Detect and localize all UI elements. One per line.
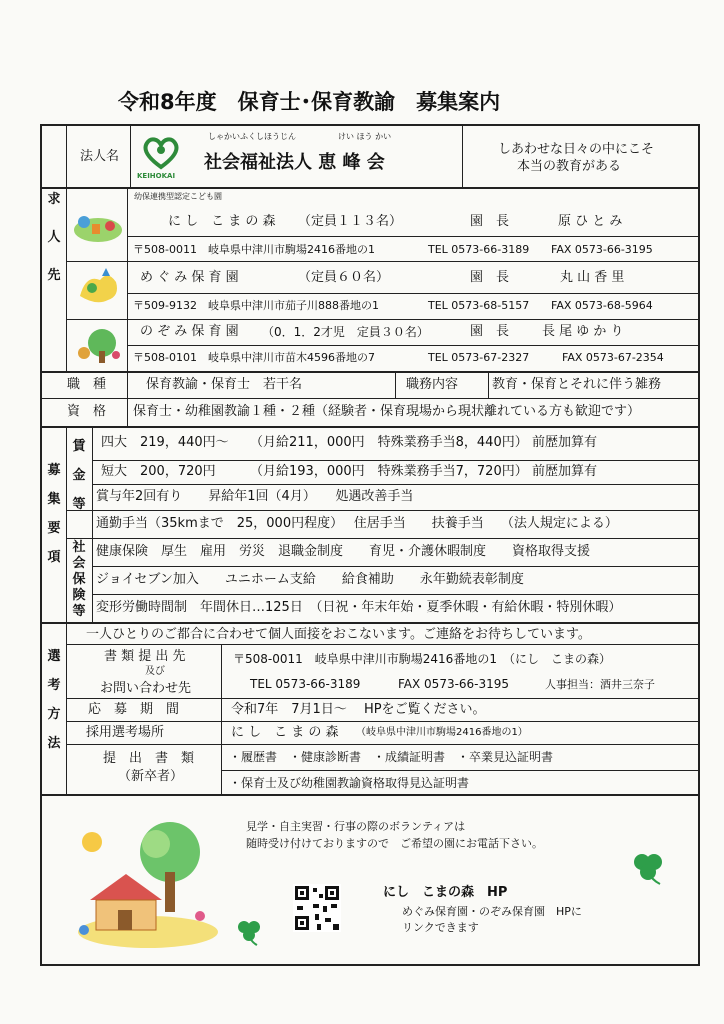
house-tree-illustration [70,812,220,952]
director-name: 原 ひ と み [558,214,623,229]
wage-row-c: 前歴加算有 [532,435,598,450]
facility-tel: TEL 0573-68-5157 [428,299,530,312]
facility-name: め ぐ み 保 育 園 [140,270,239,285]
submit-label-and: 及び [145,666,165,677]
director-name: 長 尾 ゆ か り [542,324,624,339]
facility-address: 〒509-9132 岐阜県中津川市茄子川888番地の1 [133,299,379,312]
place-value: に し こ ま の 森 [231,725,339,740]
nozomi-logo [72,325,124,367]
submit-fax: FAX 0573-66-3195 [398,677,510,691]
duty-label: 職務内容 [406,377,459,392]
page-title: 令和8年度 保育士･保育教諭 募集案内 [118,90,501,114]
hp-note-line-1: めぐみ保育園・のぞみ保育園 HPに [402,905,582,918]
submit-tel: TEL 0573-66-3189 [250,677,361,691]
facility-capacity: （0．1．2才児 定員３０名） [262,325,429,339]
contact-person: 人事担当：酒井三奈子 [545,678,655,691]
inquiry-label: お問い合わせ先 [100,681,192,696]
employer-furigana-2: けい ほう かい [338,132,392,141]
slogan-line-1: しあわせな日々の中にこそ [498,142,655,157]
employer-label: 法人名 [80,149,120,164]
facility-capacity: （定員６０名） [298,270,390,285]
insurance-line-1: 健康保険 厚生 雇用 労災 退職金制度 育児・介護休暇制度 資格取得支援 [96,544,591,559]
submit-address: 〒508-0011 岐阜県中津川市駒場2416番地の1 （にし こまの森） [233,652,611,666]
facility-type-label: 幼保連携型認定こども園 [134,192,222,201]
bonus-line: 賞与年2回有り 昇給年1回（4月） 処遇改善手当 [96,489,414,504]
recruit-vertical-label: 募 集 要 項 [47,463,61,565]
slogan-line-2: 本当の教育がある [517,159,622,174]
wage-vertical-label: 賃 金 等 [72,439,86,512]
facility-name: に し こ ま の 森 [168,214,276,229]
director-label: 園 長 [470,214,510,229]
clover-icon [233,918,265,946]
submit-label: 書 類 提 出 先 [104,649,186,664]
commute-line: 通勤手当（35kmまで 25，000円程度） 住居手当 扶養手当 （法人規定による） [96,516,618,531]
facility-fax: FAX 0573-66-3195 [551,243,653,256]
hp-note-line-2: リンクできます [402,921,479,934]
docs-label-newgrad: （新卒者） [118,769,184,784]
recruiter-vertical-label: 求 人 先 [47,192,61,283]
facility-name: の ぞ み 保 育 園 [140,324,239,339]
volunteer-line-2: 随時受け付けておりますので ご希望の園にお電話下さい。 [246,837,543,850]
insurance-vertical-label: 社 会 保 険 等 [72,540,86,619]
qr-code-icon[interactable] [293,884,341,932]
insurance-line-2: ジョイセブン加入 ユニホーム支給 給食補助 永年勤続表彰制度 [96,572,524,587]
docs-line-1: ・履歴書 ・健康診断書 ・成績証明書 ・卒業見込証明書 [229,750,554,764]
facility-tel: TEL 0573-67-2327 [428,351,530,364]
qualification-value: 保育士・幼稚園教諭１種・２種（経験者・保育現場から現状離れている方も歓迎です） [133,404,641,419]
volunteer-line-1: 見学・自主実習・行事の際のボランティアは [246,820,466,833]
wage-row-c: 前歴加算有 [532,464,598,479]
director-label: 園 長 [470,324,510,339]
clover-icon [626,850,670,886]
place-label: 採用選考場所 [86,725,165,740]
period-value: 令和7年 7月1日～ HPをご覧ください。 [231,702,486,717]
selection-intro: 一人ひとりのご都合に合わせて個人面接をおこないます。ご連絡をお待ちしています。 [86,627,591,642]
docs-line-2: ・保育士及び幼稚園教諭資格取得見込証明書 [229,776,470,790]
employer-name: 社会福祉法人 恵 峰 会 [204,152,385,173]
selection-vertical-label: 選 考 方 法 [47,649,61,751]
nishi-komanomori-logo [72,212,124,246]
facility-fax: FAX 0573-68-5964 [551,299,653,312]
holidays-line: 変形労働時間制 年間休日…125日 （日祝・年末年始・夏季休暇・有給休暇・特別休暇） [96,600,622,615]
qualification-label: 資 格 [67,404,107,419]
facility-tel: TEL 0573-66-3189 [428,243,530,256]
facility-address: 〒508-0011 岐阜県中津川市駒場2416番地の1 [133,243,375,256]
director-name: 丸 山 香 里 [560,270,625,285]
wage-row-a: 短大 200，720円 [101,464,216,479]
employer-furigana-1: しゃかいふくしほうじん [208,132,296,141]
job-label: 職 種 [67,377,107,392]
megumi-logo [72,266,124,312]
hp-title: にし こまの森 HP [383,885,508,900]
wage-row-b: （月給211，000円 特殊業務手当8，440円） [250,435,528,450]
wage-row-b: （月給193，000円 特殊業務手当7，720円） [250,464,528,479]
facility-capacity: （定員１１３名） [298,214,403,229]
job-value: 保育教諭・保育士 若干名 [146,377,303,392]
docs-label: 提 出 書 類 [103,751,195,766]
wage-row-a: 四大 219，440円～ [101,435,229,450]
director-label: 園 長 [470,270,510,285]
duty-value: 教育・保育とそれに伴う雑務 [492,377,662,392]
place-address: （岐阜県中津川市駒場2416番地の1） [356,727,528,738]
facility-address: 〒508-0101 岐阜県中津川市苗木4596番地の7 [133,351,375,364]
period-label: 応 募 期 間 [88,702,180,717]
facility-fax: FAX 0573-67-2354 [562,351,664,364]
logo-text: KEIHOKAI [137,172,176,180]
